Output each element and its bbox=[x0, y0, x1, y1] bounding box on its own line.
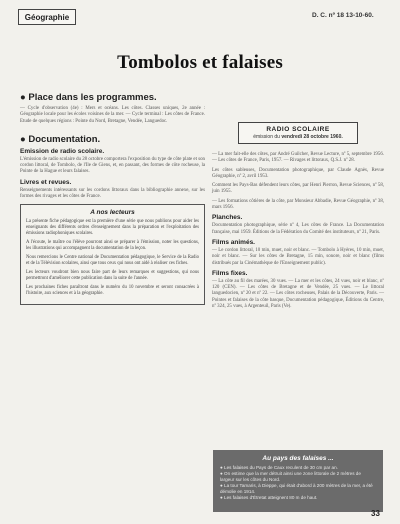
fact-line: ● On estime que la mer détruit ainsi une zone littorale de 2 mètres de largeur sur les côtes du Nord. bbox=[220, 471, 361, 482]
readers-note-p2: A l'écoute, le maître ou l'élève pourront ainsi se préparer à l'émission, noter les questions, les illustrations qui accompagnent la documentation de la leçon. bbox=[26, 240, 199, 252]
radio-broadcast-box bbox=[238, 122, 358, 144]
programs-text: — Cycle d'observation (4e) : Mers et océans. Les côtes. Classes uniques, 2e année : Géographie locale pour les écoles voisines de la mer. — Cycle terminal : Les côtes de France. Etude de quelques régions : Pointe du Nord, Bretagne, Vendée, Languedoc. bbox=[20, 106, 205, 124]
readers-note-p3: Nous remercions le Centre national de Documentation pédagogique, le Service de la Radio et de la Télévision scolaires, ainsi que tous ceux qui nous ont aidé à réaliser ces fiches. bbox=[26, 255, 199, 267]
radio-subheading: Emission de radio scolaire. bbox=[20, 147, 105, 155]
books-subheading: Livres et revues. bbox=[20, 178, 72, 186]
radio-box-date bbox=[243, 134, 353, 140]
readers-note-heading: A nos lecteurs bbox=[90, 209, 135, 217]
facts-box bbox=[213, 450, 383, 512]
page-title: Tombolos et falaises bbox=[117, 52, 283, 73]
radio-date-prefix: émission du bbox=[253, 134, 280, 140]
radio-box-title: RADIO SCOLAIRE bbox=[266, 126, 330, 133]
fact-line: ● Les falaises d'Étretat atteignent 80 m de haut. bbox=[220, 495, 318, 500]
plates-text: Documentation photographique, série nº 4, Les côtes de France. La Documentation française, mai 1959. Éditions de la Fédération du Comité des instituteurs, nº 21, Paris. bbox=[212, 223, 384, 235]
references-text-2: Les côtes sableuses, Documentation photographique, par Claude Agnès, Revue Géographie, nº 2, avril 1953. bbox=[212, 167, 384, 179]
filmstrips-heading: Films fixes. bbox=[212, 269, 248, 277]
documentation-heading: ● Documentation. bbox=[20, 133, 101, 145]
radio-text: L'émission de radio scolaire du 28 octobre comportera l'exposition du type de côte plate et son cordon littoral, de Tombolo, de l'Ile de Giens, et, en passant, des formes de côte rocheuse, la Pointe de la Hague et leurs falaises. bbox=[20, 156, 205, 175]
filmstrips-text: — La côte au fil des marées, 30 vues. — La mer et les côtes, 24 vues, noir et blanc, nº 120 (CEN). — Les côtes de Bretagne et de Vendée, 25 vues. — Le littoral languedocien, nº 20 et nº 22. — Les côtes rocheuses, Palais de la Découverte, Paris. — Pointes et falaises de la côte basque, Documentation pédagogique, Éditions du Centre, nº 324, 25 vues, à Argenteuil, Paris (Ve). bbox=[212, 278, 384, 310]
section-tag: Géographie bbox=[18, 9, 76, 25]
fact-line: ● La tour Tamaris, à Dieppe, qui était d'abord à 200 mètres de la mer, a été démolie en 1914. bbox=[220, 483, 373, 494]
plates-heading: Planches. bbox=[212, 214, 243, 222]
right-column bbox=[212, 122, 384, 313]
films-text: — Le cordon littoral, 10 min, muet, noir et blanc. — Tombolo à Hyères, 10 min, muet, noir et blanc. — Sur les côtes de Bretagne, 15 min, sonore, noir et blanc (films distribués par la Cinémathèque de l'Enseignement public). bbox=[212, 247, 384, 266]
readers-note-p5: Les prochaines fiches paraîtront dans le numéro du 10 novembre et seront consacrées à l'histoire, aux sciences et à la géographie. bbox=[26, 285, 199, 297]
references-text-3: Comment les Pays-Bas défendent leurs côtes, par Henri Pierron, Revue Sciences, nº 58, juin 1955. bbox=[212, 183, 384, 195]
films-heading: Films animés. bbox=[212, 238, 255, 246]
references-text-1: — La mer fait-elle des côtes, par André Guilcher, Revue Lecture, nº 5, septembre 1956. — Les côtes de France, Paris, 1957. — Rivages et littoraux, Q.S.J. nº 28. bbox=[212, 152, 384, 164]
books-text: Renseignements intéressants sur les cordons littoraux dans la bibliographie annexe, sur les formes des rivages et les côtes de France. bbox=[20, 187, 205, 200]
readers-note-box bbox=[20, 204, 205, 305]
radio-date-value: vendredi 28 octobre 1960. bbox=[281, 134, 343, 140]
programs-heading: ● Place dans les programmes. bbox=[20, 92, 157, 103]
left-column bbox=[20, 92, 205, 305]
facts-heading: Au pays des falaises ... bbox=[262, 455, 334, 462]
issue-info: D. C. nº 18 13-10-60. bbox=[312, 12, 374, 19]
references-text-4: — Les formations côtières de la côte, par Monsieur Abbadie, Revue Géographie, nº 38, mars 1956. bbox=[212, 198, 384, 211]
readers-note-p1: La présente fiche pédagogique est la première d'une série que nous publions pour aider les enseignants des différents ordres d'enseignement dans la préparation et l'exploitation des émissions radiophoniques scolaires. bbox=[26, 219, 199, 237]
fact-line: ● Les falaises du Pays de Caux reculent de 30 cm par an. bbox=[220, 465, 338, 470]
page-number: 33 bbox=[371, 509, 380, 518]
readers-note-p4: Les lecteurs voudront bien nous faire part de leurs remarques et suggestions, qui nous permettront d'améliorer cette publication dans la suite de l'année. bbox=[26, 270, 199, 282]
